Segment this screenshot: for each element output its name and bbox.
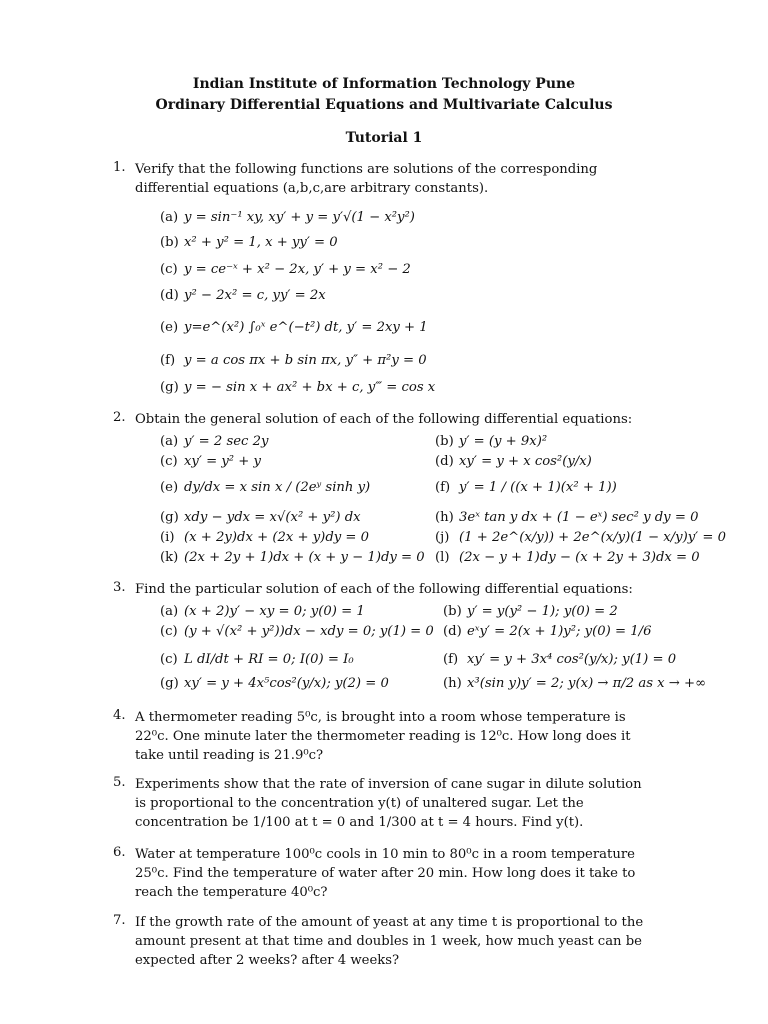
question-number: 2.	[113, 410, 126, 425]
list-item: (k) (2x + 2y + 1)dx + (x + y − 1)dy = 0 (l) (2x − y + 1)dy − (x + 2y + 3)dx = 0	[160, 550, 700, 565]
list-item: (c) (y + √(x² + y²))dx − xdy = 0; y(1) = 0 (d) eˣy′ = 2(x + 1)y²; y(0) = 1/6	[160, 624, 652, 639]
question-6	[113, 845, 645, 902]
question-5	[113, 775, 645, 832]
list-item: (d) y² − 2x² = c, yy′ = 2x	[160, 288, 326, 303]
list-item: (a) y′ = 2 sec 2y (b) y′ = (y + 9x)²	[160, 434, 548, 449]
list-item: (b) x² + y² = 1, x + yy′ = 0	[160, 235, 338, 250]
list-item: (f) y = a cos πx + b sin πx, y″ + π²y = 0	[160, 353, 427, 368]
question-number: 6.	[113, 845, 126, 860]
question-1	[113, 160, 665, 198]
list-item: (e) dy/dx = x sin x / (2eʸ sinh y) (f) y′ = 1 / ((x + 1)(x² + 1))	[160, 480, 617, 495]
question-text: Verify that the following functions are solutions of the corresponding differential equations (a,b,c,are arbitrary constants).	[135, 162, 598, 196]
question-number: 3.	[113, 580, 126, 595]
list-item: (a) y = sin⁻¹ xy, xy′ + y = y′√(1 − x²y²)	[160, 210, 415, 225]
question-number: 7.	[113, 913, 126, 928]
question-text: Water at temperature 100⁰c cools in 10 min to 80⁰c in a room temperature 25⁰c. Find the temperature of water after 20 min. How long does it take to reach the temperature 40⁰c?	[135, 847, 636, 900]
list-item: (g) xy′ = y + 4x⁵cos²(y/x); y(2) = 0 (h) x³(sin y)y′ = 2; y(x) → π/2 as x → +∞	[160, 676, 707, 691]
question-number: 5.	[113, 775, 126, 790]
question-text: If the growth rate of the amount of yeast at any time t is proportional to the amount present at that time and doubles in 1 week, how much yeast can be expected after 2 weeks? after 4 weeks?	[135, 915, 644, 968]
question-3	[113, 580, 665, 599]
list-item: (e) y=e^(x²) ∫₀ˣ e^(−t²) dt, y′ = 2xy + 1	[160, 320, 428, 335]
list-item: (g) xdy − ydx = x√(x² + y²) dx (h) 3eˣ tan y dx + (1 − eˣ) sec² y dy = 0	[160, 510, 699, 525]
institute-name: Indian Institute of Information Technology Pune	[192, 76, 576, 92]
question-number: 1.	[113, 160, 126, 175]
question-7	[113, 913, 645, 970]
list-item: (c) y = ce⁻ˣ + x² − 2x, y′ + y = x² − 2	[160, 262, 411, 277]
document-header	[0, 74, 768, 116]
question-text: Experiments show that the rate of inversion of cane sugar in dilute solution is proportional to the concentration y(t) of unaltered sugar. Let the concentration be 1/100 at t = 0 and 1/300 at t = 4 hours. Find y(t).	[135, 777, 642, 830]
list-item: (c) L dI/dt + RI = 0; I(0) = I₀ (f) xy′ = y + 3x⁴ cos²(y/x); y(1) = 0	[160, 652, 677, 667]
question-4	[113, 708, 645, 765]
list-item: (c) xy′ = y² + y (d) xy′ = y + x cos²(y/x)	[160, 454, 592, 469]
question-text: Obtain the general solution of each of the following differential equations:	[135, 412, 633, 427]
tutorial-title: Tutorial 1	[345, 130, 423, 146]
question-number: 4.	[113, 708, 126, 723]
list-item: (i) (x + 2y)dx + (2x + y)dy = 0 (j) (1 + 2e^(x/y)) + 2e^(x/y)(1 − x/y)y′ = 0	[160, 530, 726, 545]
question-text: A thermometer reading 5⁰c, is brought into a room whose temperature is 22⁰c. One minute later the thermometer reading is 12⁰c. How long does it take until reading is 21.9⁰c?	[135, 710, 631, 763]
course-title: Ordinary Differential Equations and Multivariate Calculus	[155, 97, 613, 113]
question-2	[113, 410, 665, 429]
question-text: Find the particular solution of each of the following differential equations:	[135, 582, 633, 597]
list-item: (g) y = − sin x + ax² + bx + c, y‴ = cos x	[160, 380, 436, 395]
list-item: (a) (x + 2)y′ − xy = 0; y(0) = 1 (b) y′ = y(y² − 1); y(0) = 2	[160, 604, 618, 619]
